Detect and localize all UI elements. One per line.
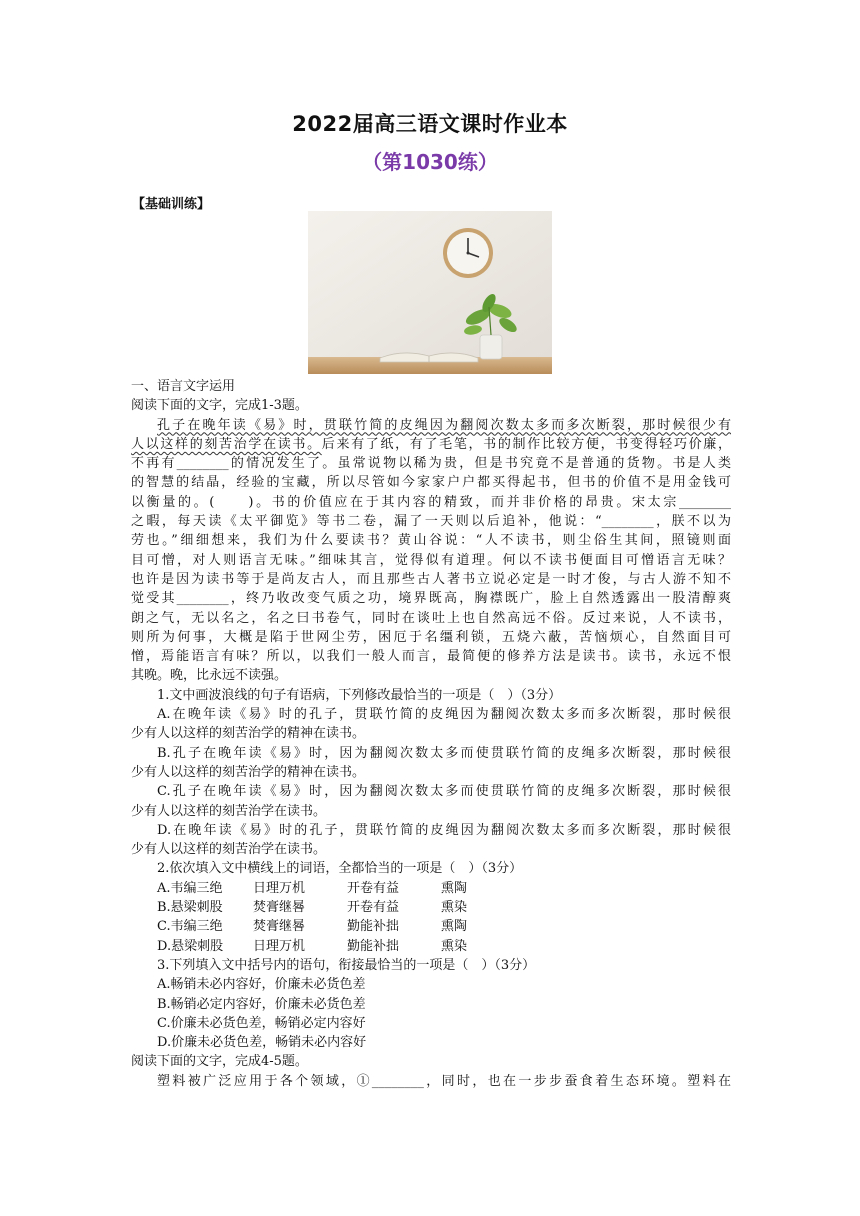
- part-heading: 一、语言文字运用: [131, 379, 236, 394]
- passage-1-line: 的智慧的结晶，经验的宝藏，所以尽管如今家家户户都买得起书，但书的价值不是用金钱可: [131, 475, 731, 491]
- passage-1-line: 觉受其________，终乃收改变气质之功，境界既高，胸襟既广，脸上自然透露出一股清醇爽: [131, 591, 731, 607]
- passage-text: 后来有了纸，有了毛笔，书的制作比较方便，书变得轻巧价廉，: [321, 436, 731, 452]
- passage-1-line: 不再有________的情况发生了。虽常说物以稀为贵，但是书究竟不是普通的货物。书是人类: [131, 456, 731, 472]
- question-1-option: C.孔子在晚年读《易》时，因为翻阅次数太多而使贯联竹简的皮绳多次断裂，那时候很: [157, 784, 731, 800]
- illustration-clock-book-plant: [308, 211, 552, 374]
- question-1-option-cont: 少有人以这样的刻苦治学的精神在读书。: [131, 764, 366, 780]
- wavy-sentence: 孔子在晚年读《易》时，贯联竹简的皮绳因为翻阅次数太多而多次断裂，那时候很少有: [157, 417, 731, 433]
- wavy-sentence: 人以这样的刻苦治学在读书。: [131, 436, 322, 452]
- question-3-option: C.价廉未必货色差，畅销必定内容好: [157, 1015, 366, 1031]
- passage-1-line: 也许是因为读书等于是尚友古人，而且那些古人著书立说必定是一时才俊，与古人游不知不: [131, 571, 731, 587]
- question-1-option-cont: 少有人以这样的刻苦治学在读书。: [131, 842, 327, 858]
- instruction-1: 阅读下面的文字，完成1-3题。: [131, 398, 308, 414]
- question-2-stem: 2.依次填入文中横线上的词语，全都恰当的一项是（ ）（3分）: [157, 861, 523, 877]
- passage-1-line: 之暇，每天读《太平御览》等书二卷，漏了一天则以后追补，他说：“________，朕不以为: [131, 514, 731, 530]
- question-2-option: D.悬梁刺股 日理万机 勤能补拙 熏染: [157, 938, 468, 954]
- question-2-option: B.悬梁刺股 焚膏继晷 开卷有益 熏染: [157, 900, 468, 916]
- passage-1-line: 憎，焉能语言有味？所以，以我们一般人而言，最简便的修养方法是读书。读书，永远不恨: [131, 649, 731, 665]
- passage-1-line: 劳也。”细细想来，我们为什么要读书？黄山谷说：“人不读书，则尘俗生其间，照镜则面: [131, 533, 731, 549]
- question-3-option: B.畅销必定内容好，价廉未必货色差: [157, 996, 366, 1012]
- question-3-stem: 3.下列填入文中括号内的语句，衔接最恰当的一项是（ ）（3分）: [157, 957, 536, 973]
- question-1-option-cont: 少有人以这样的刻苦治学的精神在读书。: [131, 726, 366, 742]
- question-1-option: B.孔子在晚年读《易》时，因为翻阅次数太多而使贯联竹简的皮绳多次断裂，那时候很: [157, 745, 731, 761]
- passage-2-line: 塑料被广泛应用于各个领域，①________，同时，也在一步步蚕食着生态环境。塑料在: [157, 1073, 731, 1089]
- document-body: [131, 377, 731, 1091]
- passage-1-line: 目可憎，对人则语言无味。”细味其言，觉得似有道理。何以不读书便面目可憎语言无味？: [131, 552, 731, 568]
- question-2-option: A.韦编三绝 日理万机 开卷有益 熏陶: [157, 880, 468, 896]
- page-subtitle: （第1030练）: [362, 150, 498, 174]
- question-1-option: D.在晚年读《易》时的孔子，贯联竹简的皮绳因为翻阅次数太多而多次断裂，那时候很: [157, 822, 731, 838]
- question-1-option-cont: 少有人以这样的刻苦治学在读书。: [131, 803, 327, 819]
- question-1-option: A.在晚年读《易》时的孔子，贯联竹简的皮绳因为翻阅次数太多而多次断裂，那时候很: [157, 707, 731, 723]
- question-3-option: D.价廉未必货色差，畅销未必内容好: [157, 1035, 367, 1051]
- passage-1-line: [131, 416, 731, 435]
- passage-1-line: [131, 435, 731, 454]
- question-2-option: C.韦编三绝 焚膏继晷 勤能补拙 熏陶: [157, 919, 468, 935]
- instruction-2: 阅读下面的文字，完成4-5题。: [131, 1054, 308, 1070]
- section-label: 【基础训练】: [132, 197, 211, 212]
- passage-1-line: 其晚。晚，比永远不读强。: [131, 668, 288, 684]
- page-title: 2022届高三语文课时作业本: [292, 112, 568, 136]
- clock-icon: [443, 228, 493, 278]
- passage-1-line: 以衡量的。( )。书的价值应在于其内容的精致，而并非价格的昂贵。宋太宗________: [131, 494, 731, 510]
- passage-1-line: 朗之气，无以名之，名之曰书卷气，同时在谈吐上也自然高远不俗。反过来说，人不读书，: [131, 610, 731, 626]
- passage-1-line: 则所为何事，大概是陷于世网尘劳，困厄于名缰利锁，五烧六蔽，苦恼烦心，自然面目可: [131, 629, 731, 645]
- question-1-stem: 1.文中画波浪线的句子有语病，下列修改最恰当的一项是（ ）（3分）: [157, 687, 562, 703]
- question-3-option: A.畅销未必内容好，价廉未必货色差: [157, 977, 366, 993]
